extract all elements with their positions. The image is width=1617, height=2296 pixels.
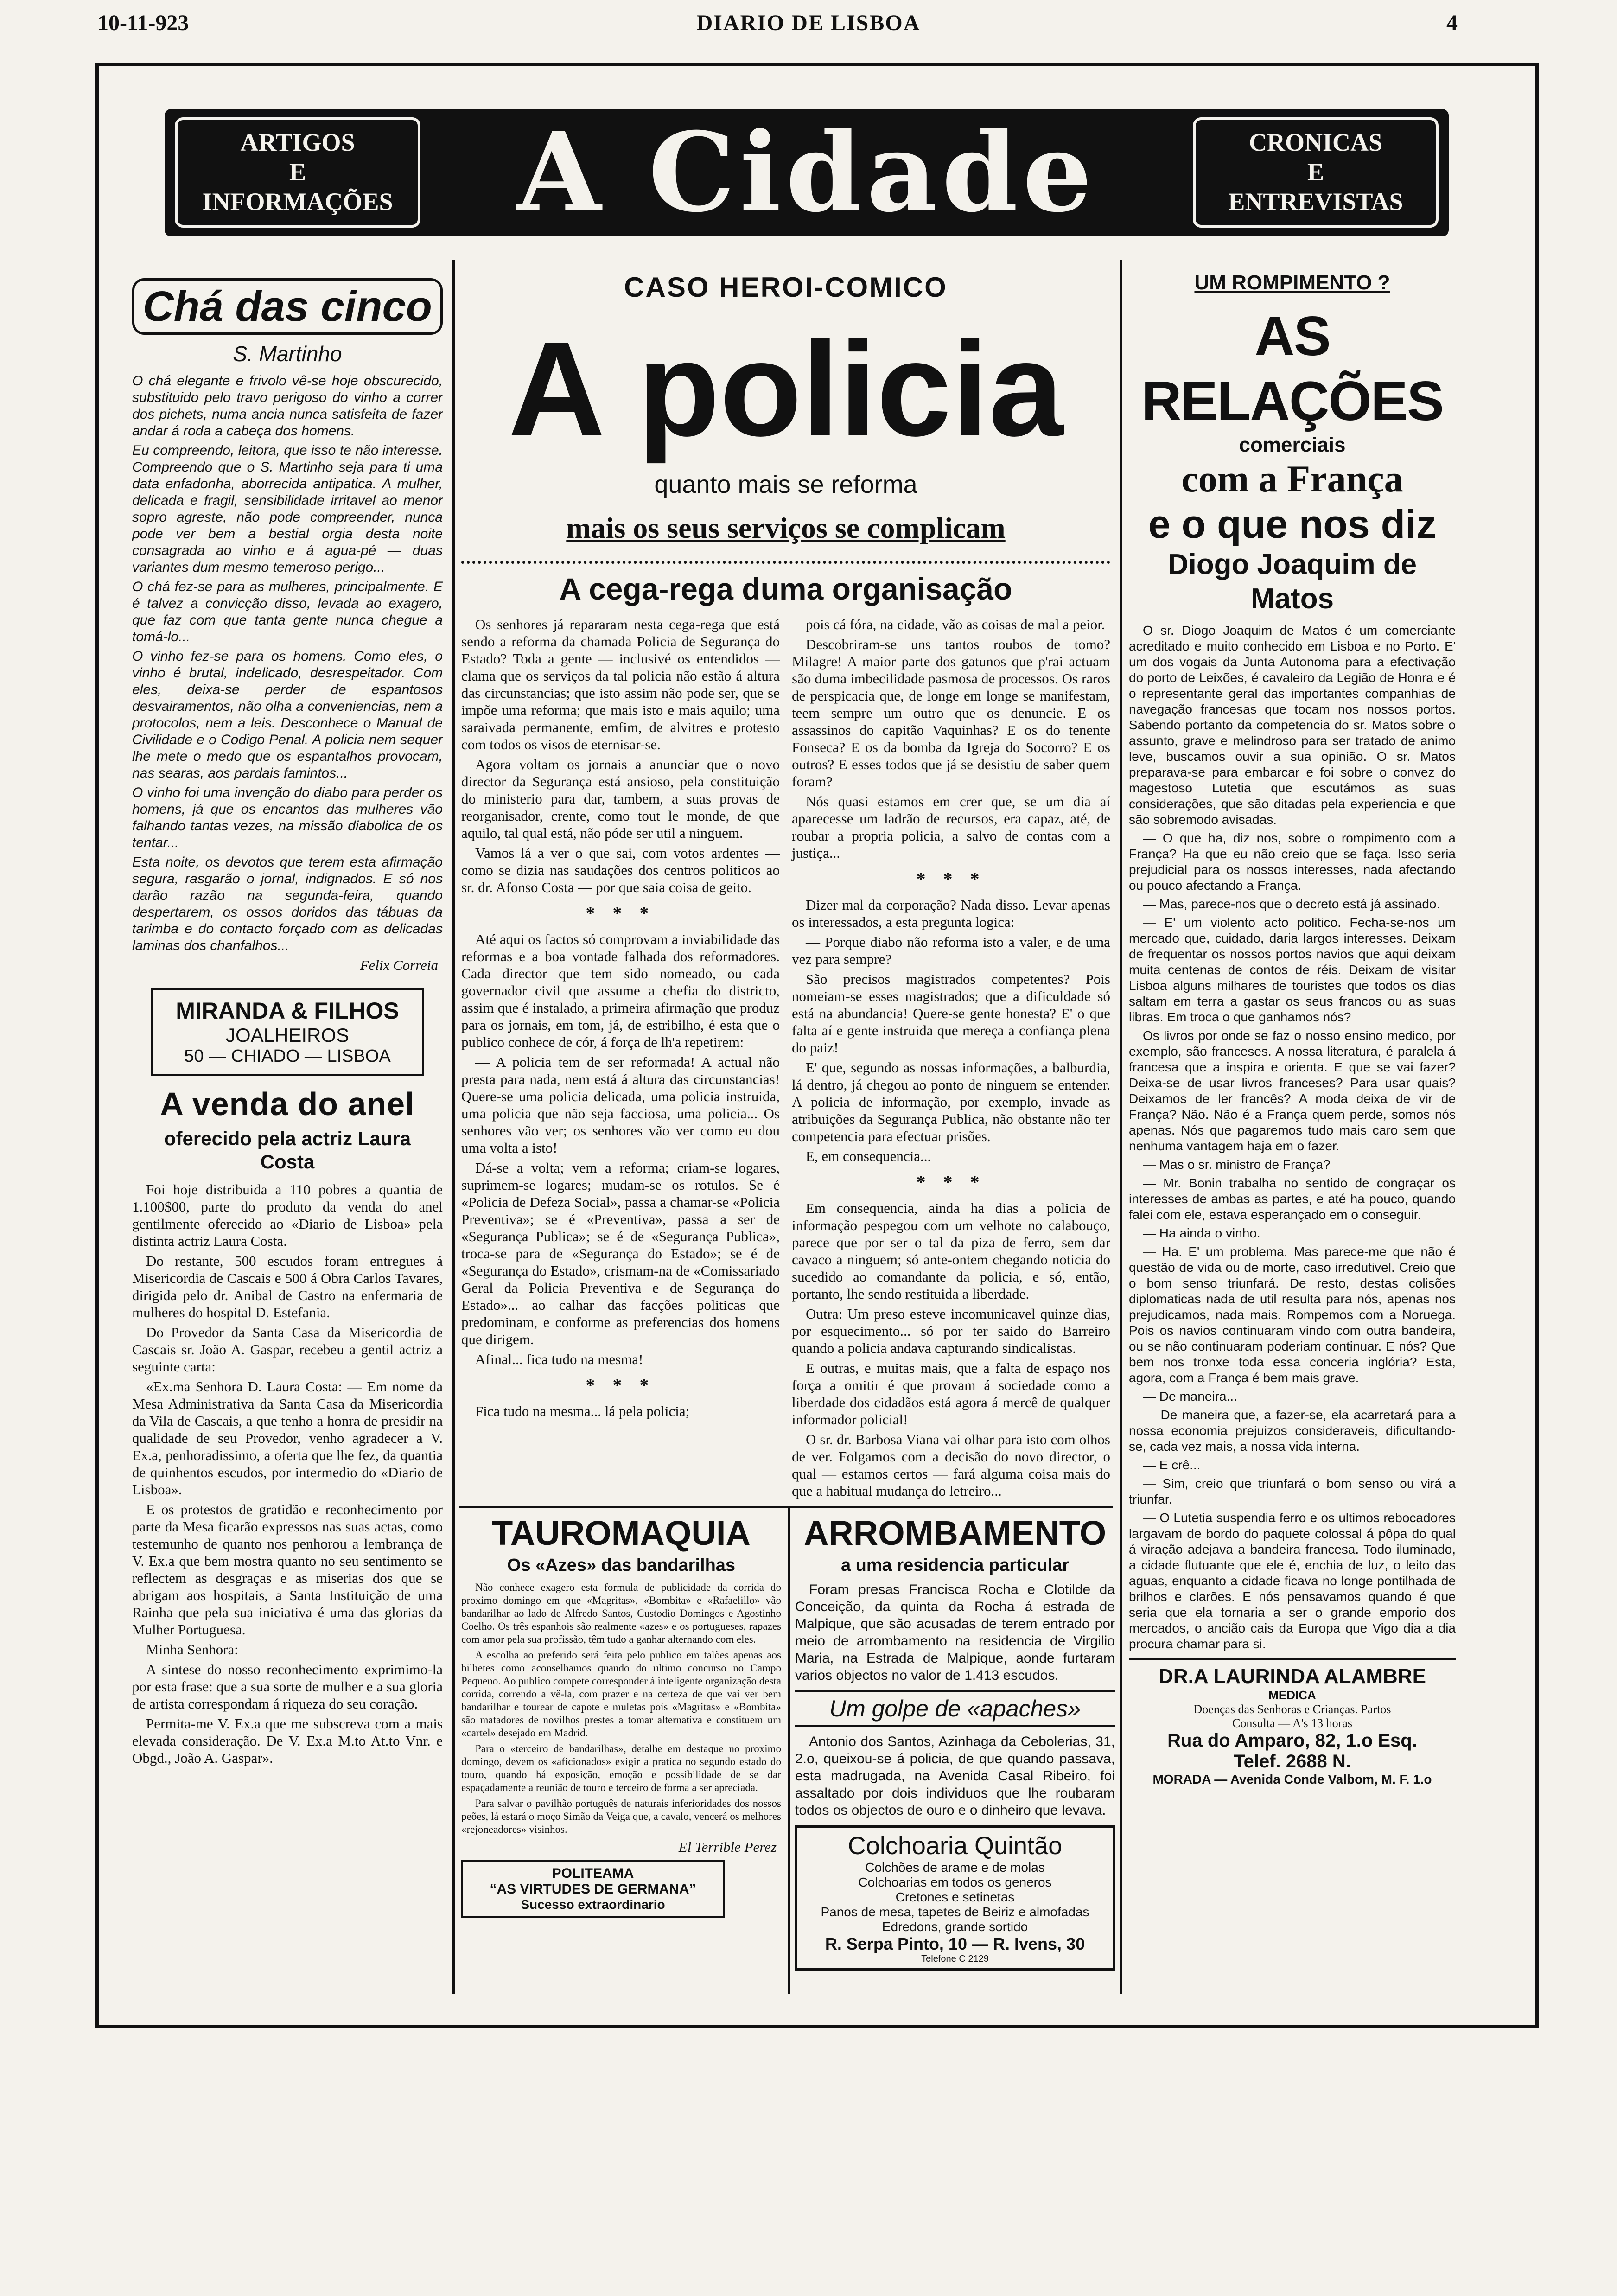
- deck-1: quanto mais se reforma: [654, 471, 917, 498]
- ad-miranda: MIRANDA & FILHOS JOALHEIROS 50 — CHIADO — LISBOA: [151, 988, 424, 1076]
- story-right-column: pois cá fóra, na cidade, vão as coisas de mal a peior. Descobriram-se uns tantos roubos de tomo? Milagre! A maior parte dos gatunos que p'rai actuam são duma imbecilidade pasmosa de processos. Os raros de perspicacia que, de longe em longe se manifestam, teem sempre um outro que os denuncie. E os assassinos do capitão Vaquinhas? E os do tenente Fonseca? E os da bomba da Igreja do Socorro? E os outros? E esses todos que já se desistiu de saber quem foram? Nós quasi estamos em crer que, se um dia aí aparecesse um ladrão de recursos, era capaz, até, de roubar a propria policia, a salvo de contas com a justiça... * * * Dizer mal da corporação? Nada disso. Levar apenas os interessados, a esta pregunta logica: — Porque diabo não reforma isto a valer, e de uma vez para sempre? São precisos magistrados competentes? Pois nomeiam-se esses magistrados; que a dificuldade só está na abundancia! Quere-se gente honesta? E' o que falta aí e gente instruida que mereça a confiança plena do paiz! E' que, segundo as nossas informações, a balburdia, lá dentro, já chegou ao ponto de ninguem se entender. A policia de informação, por exemplo, invade as atribuições da Segurança Publica, não obstante não ter competencia para efectuar prisões. E, em consequencia... * * * Em consequencia, ainda ha dias a policia de informação pespegou com um velhote no calabouço, parece que por ser o tal da piza de ferro, sem dar cavaco a ninguem; só ante-ontem chegando noticia do sucedido ao comandante da policia, e só, então, portanto, lhe sendo restituida a liberdade. Outra: Um preso esteve incomunicavel quinze dias, por esquecimento... só por ter saido do Barreiro quando a policia andava capturando sindicalistas. E outras, e muitas mais, que a falta de espaço nos força a omitir é que provam á sociedade como a liberdade dos cidadãos está agora á mercê de qualquer informador policial! O sr. dr. Barbosa Viana vai olhar para isto com olhos de ver. Folgamos com a decisão do novo director, o qual — estamos certos — fará alguma coisa mais do que a habitual mudança do letreiro...: [792, 616, 1110, 1499]
- column-rule: [1120, 260, 1122, 1994]
- column-3: UM ROMPIMENTO ? AS RELAÇÕES comerciais com a França e o que nos diz Diogo Joaquim de Matos O sr. Diogo Joaquim de Matos é um comerciante acreditado e muito conhecido em Lisboa e no Porto. E' um dos vogais da Junta Autonoma para a efectivação do porto de Leixões, é cavaleiro da Legião de Honra e é o representante geral das importantes companhias de navegação francesas que tocam nos nossos portos. Sabendo portanto da competencia do sr. Matos sobre o assunto, grave e melindroso para ser tratado de animo leve, buscamos ouvir a sua opinião. O sr. Matos preparava-se para embarcar e foi sobre o convez do magestoso Lutetia que escutámos as suas considerações, que são ditadas pela experiencia e que são sobremodo avisadas. — O que ha, diz nos, sobre o rompimento com a França? Ha que eu não creio que se faça. Isso seria prejudicial para os nossos interesses, nada afectando ou pouco afectando a França. — Mas, parece-nos que o decreto está já assinado. — E' um violento acto politico. Fecha-se-nos um mercado que, cuidado, daria largos interesses. Deixam de frequentar os nossos portos navios que aqui deixam muita centenas de contos de réis. Deixam de visitar Lisboa alguns milhares de touristes que todos os dias saltam em terra a gastar os seus francos ou as suas libras. Em troca o que ganhamos nós? Os livros por onde se faz o nosso ensino medico, por exemplo, são franceses. A nossa literatura, é paralela á francesa que a inspira e orienta. E que se vai fazer? Deixa-se de usar livros franceses? Para usar quais? Deixamos de ler francês? A moda deixa de vir de França? Não. Não é a França quem perde, somos nós apenas. Nós que pagaremos tudo mais caro sem que nenhuma vantagem haja em o fazer. — Mas o sr. ministro de França? — Mr. Bonin trabalha no sentido de congraçar os interesses de ambas as partes, e até ha pouco, quando falei com ele, estava esperançado em o conseguir. — Ha ainda o vinho. — Ha. E' um problema. Mas parece-me que não é questão de vida ou de morte, caso irredutivel. Creio que o bom senso triunfará. De resto, destas colisões diplomaticas nada de util resulta para nós, apenas nos prejudicamos, nada mais. Rompemos com a Noruega. Pois os navios continuaram vindo com outra bandeira, ou se não continuaram poderiam continuar. E nós? Que bem nos tronxe toda essa conceria inglória? Esta, agora, com a França é bem mais grave. — De maneira... — De maneira que, a fazer-se, ela acarretará para a nossa economia prejuizos consideraveis, dificultando-se, cada vez mais, a nossa vida interna. — E crê... — Sim, creio que triunfará o bom senso ou virá a triunfar. — O Lutetia suspendia ferro e os ultimos rebocadores largavam de bordo do paquete colossal á pôpa do qual á viração adejava a bandeira francesa. Todo iluminado, a cidade flutuante que ele é, enchia de luz, o leito das aguas, enquanto a cidade ficava no longe pontilhada de brilhos e clarões. E nós pensavamos quando é que seria que ela tornaria a ser o grande emporio dos mercados, o ancião cais da Europa que Vigo dia a dia procura chamar para si. DR.A LAURINDA ALAMBRE MEDICA Doenças das Senhoras e Crianças. Partos Consulta — A's 13 horas Rua do Amparo, 82, 1.o Esq. Telef. 2688 N. MORADA — Avenida Conde Valbom, M. F. 1.o: [1129, 271, 1456, 1786]
- ad-politeama: POLITEAMA “AS VIRTUDES DE GERMANA” Sucesso extraordinario: [461, 1860, 725, 1918]
- arrombamento-subtitle: a uma residencia particular: [840, 1556, 1070, 1575]
- headline: A policia: [508, 314, 1063, 464]
- headline: AS RELAÇÕES: [1141, 305, 1443, 432]
- signature: El Terrible Perez: [678, 1839, 777, 1855]
- column-1: Chá das cinco S. Martinho O chá elegante e frivolo vê-se hoje obscurecido, substituido pelo travo perigoso do vinho a correr dos pichets, numa ancia nunca satisfeita de fazer andar á roda a cabeça dos homens. Eu compreendo, leitora, que isso te não interesse. Compreendo que o S. Martinho seja para ti uma data enfadonha, aborrecida antipatica. A mulher, delicada e fragil, sensibilidade irritavel ao menor sopro agreste, não pode compreender, nunca pode ver bem a bestial orgia desta noite consagrada ao vinho e á agua-pé — duas variantes dum mesmo temeroso perigo... O chá fez-se para as mulheres, principalmente. E é talvez a convicção disso, levada ao exagero, que faz com que tanta gente nunca chegue a tomá-lo... O vinho fez-se para os homens. Como eles, o vinho é brutal, indelicado, desrespeitador. Com eles, deixa-se perder de espantosos desvairamentos, não olha a conveniencias, nem a protocolos, nem a leis. Desconhece o Manual de Civilidade e o Codigo Penal. A policia nem sequer lhe mete o medo que os espantalhos provocam, nas searas, aos pardais famintos... O vinho foi uma invenção do diabo para perder os homens, já que os encantos das mulheres vão falhando tantas vezes, na missão diabolica de os tentar... Esta noite, os devotos que terem esta afirmação segura, rasgarão o jornal, indignados. E só nos darão razão na segunda-feira, quando despertarem, os ossos doridos das tábuas da tarimba e do contacto forçado com as delicadas laminas dos chanfalhos... Felix Correia MIRANDA & FILHOS JOALHEIROS 50 — CHIADO — LISBOA A venda do anel oferecido pela actriz Laura Costa Foi hoje distribuida a 110 pobres a quantia de 1.100$00, parte do produto da venda do anel gentilmente oferecido ao «Diario de Lisboa» pela distinta actriz Laura Costa. Do restante, 500 escudos foram entregues á Misericordia de Cascais e 500 á Obra Carlos Tavares, dirigida pelo dr. Anibal de Castro na enfermaria de mulheres do hospital D. Estefania. Do Provedor da Santa Casa da Misericordia de Cascais sr. João A. Gaspar, recebeu a gentil actriz a seguinte carta: «Ex.ma Senhora D. Laura Costa: — Em nome da Mesa Administrativa da Santa Casa da Misericordia da Vila de Cascais, a que tenho a honra de presidir na qualidade de seu Provedor, venho agradecer a V. Ex.a, penhoradissimo, a oferta que lhe fez, da quantia de quinhentos escudos, por intermedio do «Diario de Lisboa». E os protestos de gratidão e reconhecimento por parte da Mesa ficarão expressos nas suas actas, como testemunho de quanto nos penhorou a lembrança de V. Ex.a que bem mostra quanto no seu sentimento se reflectem as desgraças e as miserias dos que se abrigam aos hospitais, a Santa Instituição de uma Rainha que pela sua iniciativa é uma das glorias da Mulher Portuguesa. Minha Senhora: A sintese do nosso reconhecimento exprimimo-la por esta frase: que a sua sorte de mulher e a sua gloria de artista correspondam á riqueza do seu coração. Permita-me V. Ex.a que me subscreva com a mais elevada consideração. De V. Ex.a M.to At.to Vnr. e Obgd., João A. Gaspar».: [132, 278, 443, 2008]
- story-subtitle: oferecido pela actriz Laura Costa: [164, 1128, 411, 1173]
- column-rule: [452, 260, 455, 1994]
- ad-colchoaria-quintao: Colchoaria Quintão Colchões de arame e de molas Colchoarias em todos os generos Cretones e setinetas Panos de mesa, tapetes de Beiriz e almofadas Edredons, grande sortido R. Serpa Pinto, 10 — R. Ivens, 30 Telefone C 2129: [795, 1825, 1115, 1971]
- story-title: A venda do anel: [160, 1086, 415, 1122]
- apaches-title: Um golpe de «apaches»: [795, 1690, 1115, 1727]
- column-2: [461, 271, 1110, 1500]
- newspaper-name: DIARIO DE LISBOA: [696, 11, 921, 35]
- story-left-column: Os senhores já repararam nesta cega-rega que está sendo a reforma da chamada Policia de Segurança do Estado? Toda a gente — inclusivé os entendidos — clama que os serviços da tal policia não estão á altura das circunstancias; que isto assim não pode ser, que se impõe uma reforma; que mais isto e mais aquilo; uma saraivada permanente, emfim, de alvitres e protesto com todos os visos de eternisar-se. Agora voltam os jornais a anunciar que o novo director da Segurança está ansioso, pela constituição do ministerio para dar, tambem, a suas provas de reorganisador, crente, como tout le monde, de que aquilo, tal qual está, não póde ser util a ninguem. Vamos lá a ver o que sai, com votos ardentes — como se dizia nas saudações dos centros politicos ao sr. dr. Afonso Costa — por que saia coisa de geito. * * * Até aqui os factos só comprovam a inviabilidade das reformas e a boa vontade falhada dos reformadores. Cada director que tem sido nomeado, ou cada governador civil que assume a chefia do districto, assim que é instalado, a primeira afirmação que produz para os jornais, em tom, já, de estribilho, é esta que o publico conhece de cór, á força de lh'a repetirem: — A policia tem de ser reformada! A actual não presta para nada, nem está á altura das circunstancias! Quere-se uma policia delicada, uma policia instruida, uma policia que não seja facciosa, uma policia... Os senhores vão ver; os senhores vão ver como eu dou uma volta a isto! Dá-se a volta; vem a reforma; criam-se logares, suprimem-se logares; mudam-se os rotulos. Se é «Policia de Defeza Social», passa a chamar-se «Policia Preventiva»; se é «Preventiva», passa a ser de «Segurança Publica»; se é de «Segurança Publica», troca-se para de «Segurança do Estado»; se é de «Segurança do Estado», crismam-na de «Comissariado Geral da Policia Preventiva e de Segurança do Estado»... ao calhar das facções politicas que predominam, e conforme as preferencias dos homens que dirigem. Afinal... fica tudo na mesma! * * * Fica tudo na mesma... lá pela policia;: [461, 616, 780, 1419]
- column-rule: [788, 1507, 790, 1994]
- section-title: A Cidade: [516, 108, 1097, 236]
- article-subtitle: S. Martinho: [233, 342, 342, 366]
- column-rule: [459, 1506, 1113, 1508]
- issue-date: 10-11-923: [97, 11, 189, 35]
- section-banner: [165, 109, 1449, 236]
- kicker: CASO HEROI-COMICO: [624, 272, 948, 303]
- arrombamento-article: ARROMBAMENTO a uma residencia particular Foram presas Francisca Rocha e Clotilde da Conceição, da quinta da Rocha á estrada de Malpique, que são acusadas de terem entrado por meio de arrombamento na residencia de Virgilio Maria, na Estrada de Malpique, aonde furtaram varios objectos no valor de 1.413 escudos. Um golpe de «apaches» Antonio dos Santos, Azinhaga da Cebolerias, 31, 2.o, queixou-se á policia, de que quando passava, esta madrugada, na Avenida Casal Ribeiro, foi assaltado por dois individuos que lhe roubaram todos os objectos de ouro e o dinheiro que levava. Colchoaria Quintão Colchões de arame e de molas Colchoarias em todos os generos Cretones e setinetas Panos de mesa, tapetes de Beiriz e almofadas Edredons, grande sortido R. Serpa Pinto, 10 — R. Ivens, 30 Telefone C 2129: [795, 1514, 1115, 2005]
- banner-right-box: CRONICAS E ENTREVISTAS: [1193, 117, 1439, 228]
- kicker: UM ROMPIMENTO ?: [1194, 271, 1390, 294]
- banner-left-box: ARTIGOS E INFORMAÇÕES: [175, 117, 420, 228]
- tauromaquia-article: TAUROMAQUIA Os «Azes» das bandarilhas Não conhece exagero esta formula de publicidade da corrida do proximo domingo em que «Magritas», «Bombita» e «Rafaelillo» vão bandarilhar ao lado de Alfredo Santos, Custodio Domingos e Agostinho Coelho. Os três espanhois são realmente «azes» e os portugueses, rapazes com amor pela sua profissão, têm tudo a ganhar alternando com eles. A escolha ao preferido será feita pelo publico em talões apenas aos bilhetes como aconselhamos quando do ultimo concurso no Campo Pequeno. Ao publico compete corresponder á inteligente organização desta corrida, correndo a vê-la, com prazer e na certeza de que vai ver bem bandarilhar e tourear de capote e muletas pois «Magritas» e «Bombita» são matadores de novilhos prestes a tomar alternativa e constituem um «cartel» desejado em Madrid. Para o «terceiro de bandarilhas», detalhe em destaque no proximo domingo, devem os «aficionados» exigir a pratica no segundo estado do touro, quando há exposição, emoção e possibilidade de se dar espaçadamente a reunião de touro e terceiro de forma a ser apreciada. Para salvar o pavilhão português de naturais inferioridades dos nossos peões, lá estará o moço Simão da Veiga que, a cavalo, vencerá os melhores «rejoneadores» visinhos. El Terrible Perez POLITEAMA “AS VIRTUDES DE GERMANA” Sucesso extraordinario: [461, 1514, 781, 2005]
- signature: Felix Correia: [360, 957, 438, 973]
- tauromaquia-title: TAUROMAQUIA: [492, 1514, 751, 1552]
- arrombamento-title: ARROMBAMENTO: [803, 1514, 1107, 1552]
- page-number: 4: [1446, 11, 1458, 35]
- deck-2: mais os seus serviços se complicam: [566, 511, 1006, 544]
- tauromaquia-subtitle: Os «Azes» das bandarilhas: [507, 1556, 736, 1575]
- subheadline: A cega-rega duma organisação: [461, 561, 1110, 606]
- section-cha-das-cinco: Chá das cinco: [132, 278, 443, 335]
- ad-laurinda-alambre: DR.A LAURINDA ALAMBRE MEDICA Doenças das Senhoras e Crianças. Partos Consulta — A's 13 horas Rua do Amparo, 82, 1.o Esq. Telef. 2688 N. MORADA — Avenida Conde Valbom, M. F. 1.o: [1129, 1658, 1456, 1787]
